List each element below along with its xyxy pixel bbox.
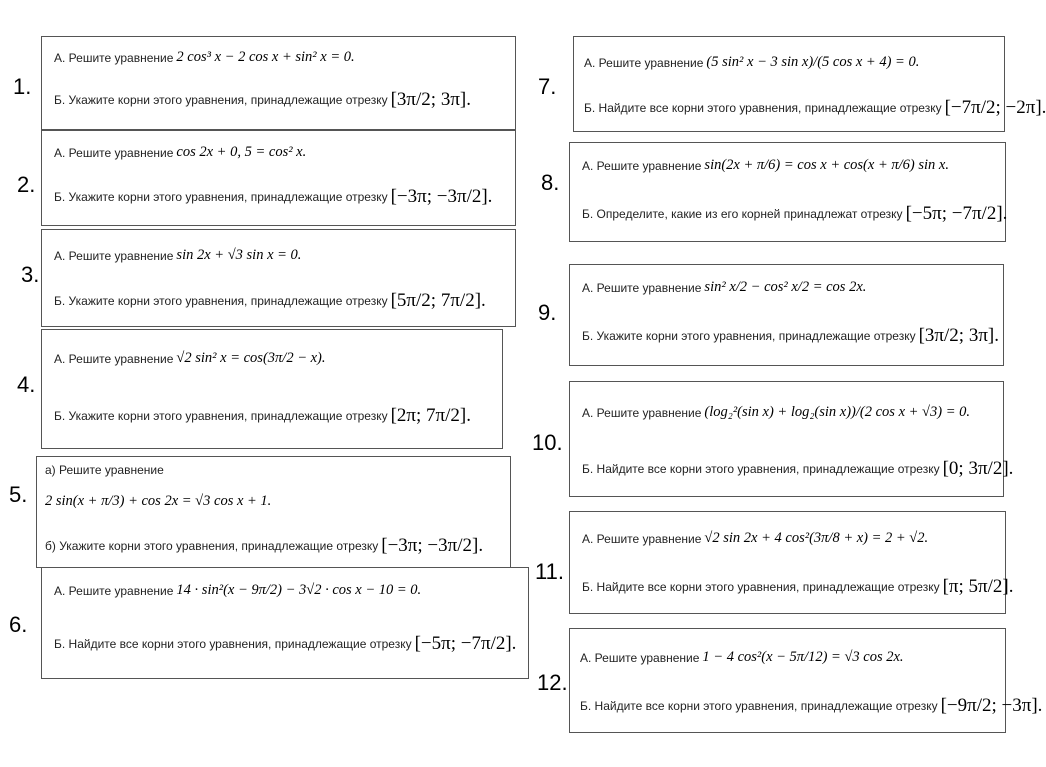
problem-card-9 <box>569 264 1004 366</box>
task-b <box>54 89 471 111</box>
problem-number-7: 7. <box>538 74 557 99</box>
interval: [−5π; −7π/2]. <box>905 203 1008 224</box>
problem-card-11 <box>569 511 1014 614</box>
task-a <box>54 350 326 367</box>
task-b <box>582 576 1014 598</box>
task-b-label: б) Укажите корни этого уравнения, принадлежащие отрезку <box>45 539 379 553</box>
problem-number-12: 12. <box>537 670 568 695</box>
equation: sin 2x + √3 sin x = 0. <box>176 247 302 263</box>
task-a <box>54 582 421 599</box>
problem-number-6: 6. <box>9 612 28 637</box>
task-b-label: Б. Найдите все корни этого уравнения, принадлежащие отрезку <box>582 462 940 476</box>
interval: [−3π; −3π/2]. <box>390 186 493 207</box>
task-a <box>580 649 904 666</box>
problem-card-2 <box>41 130 516 226</box>
problem-card-8 <box>569 142 1006 242</box>
task-a-label: А. Решите уравнение <box>54 351 174 366</box>
task-a <box>54 49 355 66</box>
task-b-label: Б. Определите, какие из его корней принадлежат отрезку <box>582 207 903 221</box>
task-a-equation-line <box>45 493 271 510</box>
task-a-label: А. Решите уравнение <box>54 50 174 65</box>
task-b <box>45 535 483 557</box>
equation: 14 · sin²(x − 9π/2) − 3√2 · cos x − 10 = 0. <box>176 582 422 598</box>
interval: [π; 5π/2]. <box>942 576 1014 597</box>
task-b <box>54 405 471 427</box>
problem-number-2: 2. <box>17 172 36 197</box>
task-a <box>45 463 164 477</box>
interval: [0; 3π/2]. <box>942 458 1014 479</box>
interval: [3π/2; 3π]. <box>390 89 471 110</box>
equation: 2 sin(x + π/3) + cos 2x = √3 cos x + 1. <box>45 493 272 509</box>
problem-card-1 <box>41 36 516 130</box>
interval: [−3π; −3π/2]. <box>381 535 484 556</box>
task-a-label: А. Решите уравнение <box>54 583 174 598</box>
problem-number-11: 11. <box>535 559 564 584</box>
task-b-label: Б. Найдите все корни этого уравнения, принадлежащие отрезку <box>580 699 938 713</box>
equation: (log₂²(sin x) + log₂(sin x))/(2 cos x + √3) = 0. <box>704 404 970 420</box>
task-a-label: А. Решите уравнение <box>580 650 700 665</box>
problem-card-4 <box>41 329 503 449</box>
task-b-label: Б. Найдите все корни этого уравнения, принадлежащие отрезку <box>582 580 940 594</box>
task-a <box>54 144 306 161</box>
task-a-label: А. Решите уравнение <box>54 248 174 263</box>
task-a-label: А. Решите уравнение <box>582 158 702 173</box>
task-b-label: Б. Укажите корни этого уравнения, принадлежащие отрезку <box>54 93 388 107</box>
task-b-label: Б. Найдите все корни этого уравнения, принадлежащие отрезку <box>584 101 942 115</box>
problem-number-9: 9. <box>538 300 557 325</box>
problem-card-3 <box>41 229 516 327</box>
equation: cos 2x + 0, 5 = cos² x. <box>176 144 307 160</box>
interval: [2π; 7π/2]. <box>390 405 471 426</box>
problem-card-7 <box>573 36 1046 132</box>
equation: sin² x/2 − cos² x/2 = cos 2x. <box>704 279 867 295</box>
interval: [3π/2; 3π]. <box>918 325 999 346</box>
equation: √2 sin 2x + 4 cos²(3π/8 + x) = 2 + √2. <box>704 530 929 546</box>
task-b-label: Б. Укажите корни этого уравнения, принадлежащие отрезку <box>582 329 916 343</box>
task-a-label: А. Решите уравнение <box>582 531 702 546</box>
task-b <box>580 695 1042 717</box>
task-b <box>54 186 492 208</box>
task-a <box>584 54 919 71</box>
task-a-label: А. Решите уравнение <box>584 55 704 70</box>
problem-card-6 <box>41 567 529 679</box>
task-b-label: Б. Найдите все корни этого уравнения, принадлежащие отрезку <box>54 637 412 651</box>
problem-number-1: 1. <box>13 74 32 99</box>
task-a-label: А. Решите уравнение <box>582 280 702 295</box>
problem-number-8: 8. <box>541 170 560 195</box>
interval: [−9π/2; −3π]. <box>940 695 1043 716</box>
task-a-label: А. Решите уравнение <box>582 405 702 420</box>
task-a-label: а) Решите уравнение <box>45 463 164 477</box>
task-a <box>582 157 949 174</box>
task-a-label: А. Решите уравнение <box>54 145 174 160</box>
problem-number-4: 4. <box>17 372 36 397</box>
problem-card-5 <box>36 456 511 568</box>
interval: [5π/2; 7π/2]. <box>390 290 486 311</box>
problem-card-12 <box>569 628 1043 733</box>
task-b <box>584 97 1046 119</box>
interval: [−7π/2; −2π]. <box>944 97 1046 118</box>
task-b <box>54 633 516 655</box>
equation: sin(2x + π/6) = cos x + cos(x + π/6) sin x. <box>704 157 949 173</box>
task-b <box>54 290 486 312</box>
task-a <box>54 247 301 264</box>
problem-number-5: 5. <box>9 482 28 507</box>
equation: 1 − 4 cos²(x − 5π/12) = √3 cos 2x. <box>702 649 904 665</box>
task-b-label: Б. Укажите корни этого уравнения, принадлежащие отрезку <box>54 294 388 308</box>
task-a <box>582 530 928 547</box>
task-b-label: Б. Укажите корни этого уравнения, принадлежащие отрезку <box>54 409 388 423</box>
task-a <box>582 279 866 296</box>
interval: [−5π; −7π/2]. <box>414 633 517 654</box>
problem-number-3: 3. <box>21 262 40 287</box>
problem-card-10 <box>569 381 1014 497</box>
problem-number-10: 10. <box>532 430 563 455</box>
equation: √2 sin² x = cos(3π/2 − x). <box>176 350 326 366</box>
task-a <box>582 404 970 421</box>
equation: 2 cos³ x − 2 cos x + sin² x = 0. <box>176 49 355 65</box>
equation: (5 sin² x − 3 sin x)/(5 cos x + 4) = 0. <box>706 54 920 70</box>
task-b <box>582 458 1013 480</box>
task-b <box>582 325 999 347</box>
task-b-label: Б. Укажите корни этого уравнения, принадлежащие отрезку <box>54 190 388 204</box>
task-b <box>582 203 1007 225</box>
